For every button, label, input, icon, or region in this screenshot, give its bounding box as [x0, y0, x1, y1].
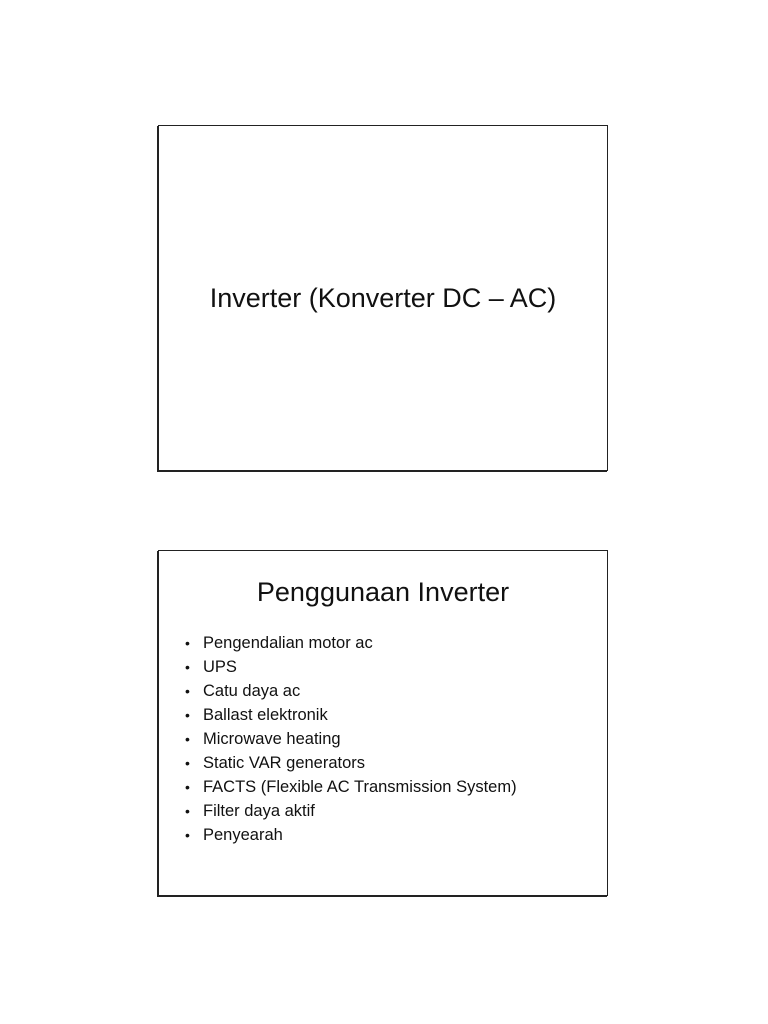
- list-item-text: Static VAR generators: [203, 754, 366, 772]
- list-item: [185, 823, 517, 847]
- list-item: [185, 631, 517, 655]
- bullet-icon: •: [185, 827, 190, 843]
- slide-usage-frame: [158, 550, 608, 896]
- bullet-icon: •: [185, 731, 190, 747]
- bullet-icon: •: [185, 707, 190, 723]
- list-item: [185, 679, 517, 703]
- bullet-icon: •: [185, 683, 190, 699]
- list-item: [185, 703, 517, 727]
- list-item: [185, 751, 517, 775]
- list-item: [185, 775, 517, 799]
- list-item-text: Ballast elektronik: [203, 706, 328, 724]
- list-item-text: Penyearah: [203, 826, 283, 844]
- slide-title-frame: [158, 125, 608, 471]
- list-item: [185, 799, 517, 823]
- list-item-text: Microwave heating: [203, 730, 341, 748]
- usage-bullet-list: [185, 631, 517, 847]
- list-item-text: Catu daya ac: [203, 682, 301, 700]
- list-item-text: Pengendalian motor ac: [203, 634, 373, 652]
- slide-1-title: Inverter (Konverter DC – AC): [209, 282, 557, 313]
- bullet-icon: •: [185, 755, 190, 771]
- list-item-text: FACTS (Flexible AC Transmission System): [203, 778, 517, 796]
- list-item: [185, 655, 517, 679]
- list-item: [185, 727, 517, 751]
- bullet-icon: •: [185, 779, 190, 795]
- slide-2-title: Penggunaan Inverter: [256, 577, 510, 607]
- bullet-icon: •: [185, 635, 190, 651]
- bullet-icon: •: [185, 803, 190, 819]
- list-item-text: UPS: [203, 658, 237, 676]
- bullet-icon: •: [185, 659, 190, 675]
- list-item-text: Filter daya aktif: [203, 802, 315, 820]
